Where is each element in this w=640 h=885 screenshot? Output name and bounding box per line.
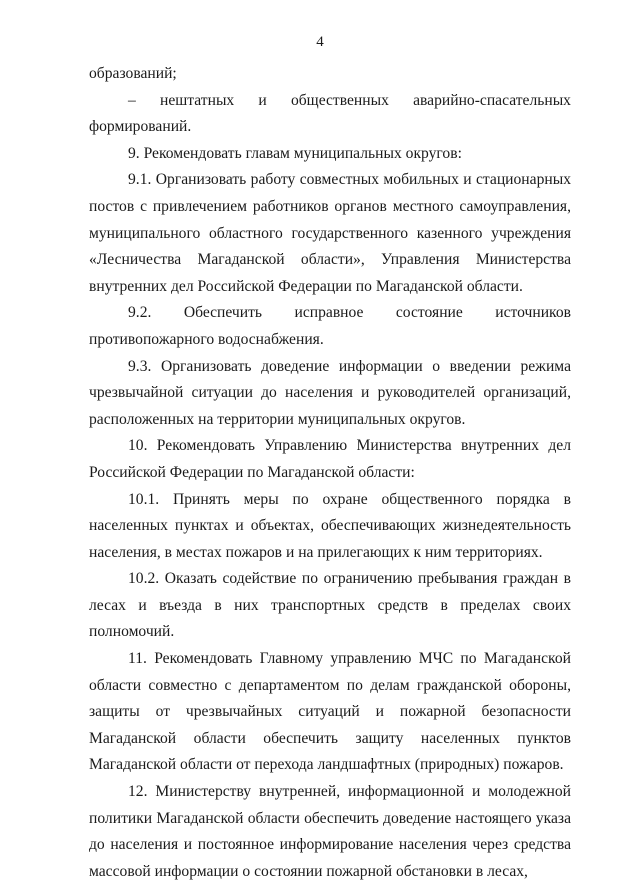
bullet-word: аварийно-спасательных <box>413 91 571 109</box>
paragraph-9: 9. Рекомендовать главам муниципальных округов: <box>128 144 462 162</box>
paragraph-12: 12. Министерству внутренней, информационной и молодежной политики Магаданской области обеспечить доведение настоящего указа до населения и постоянное информирование населения через средства массовой информации о состоянии пожарной обстановки в лесах, <box>89 783 571 880</box>
paragraph-9-1: 9.1. Организовать работу совместных мобильных и стационарных постов с привлечением работников органов местного самоуправления, муниципального областного государственного казенного учреждения «Лесничества Магаданской области», Управления Министерства внутренних дел Российской Федерации по Магаданской области. <box>89 171 571 295</box>
paragraph-10: 10. Рекомендовать Управлению Министерства внутренних дел Российской Федерации по Магаданской области: <box>89 437 571 481</box>
paragraph-10-2: 10.2. Оказать содействие по ограничению пребывания граждан в лесах и въезда в них транспортных средств в пределах своих полномочий. <box>89 570 571 641</box>
paragraph-continuation: образований; <box>89 65 177 82</box>
document-body <box>89 61 571 885</box>
dash-marker: – <box>128 91 136 109</box>
paragraph-11: 11. Рекомендовать Главному управлению МЧС по Магаданской области совместно с департаментом по делам гражданской обороны, защиты от чрезвычайных ситуаций и пожарной безопасности Магаданской области обеспечить защиту населенных пунктов Магаданской области от перехода ландшафтных (природных) пожаров. <box>89 650 571 774</box>
bullet-item-line <box>89 88 571 115</box>
paragraph-9-3: 9.3. Организовать доведение информации о введении режима чрезвычайной ситуации до населения и руководителей организаций, расположенных на территории муниципальных округов. <box>89 357 571 428</box>
page-number: 4 <box>316 34 324 50</box>
bullet-word: общественных <box>290 91 389 109</box>
bullet-item-continuation: формирований. <box>89 118 192 136</box>
paragraph-10-1: 10.1. Принять меры по охране общественного порядка в населенных пунктах и объектах, обеспечивающих жизнедеятельность населения, в местах пожаров и на прилегающих к ним территориях. <box>89 490 571 561</box>
bullet-word: и <box>258 91 267 109</box>
bullet-word: нештатных <box>159 91 235 109</box>
paragraph-9-2: 9.2. Обеспечить исправное состояние источников противопожарного водоснабжения. <box>89 304 571 348</box>
